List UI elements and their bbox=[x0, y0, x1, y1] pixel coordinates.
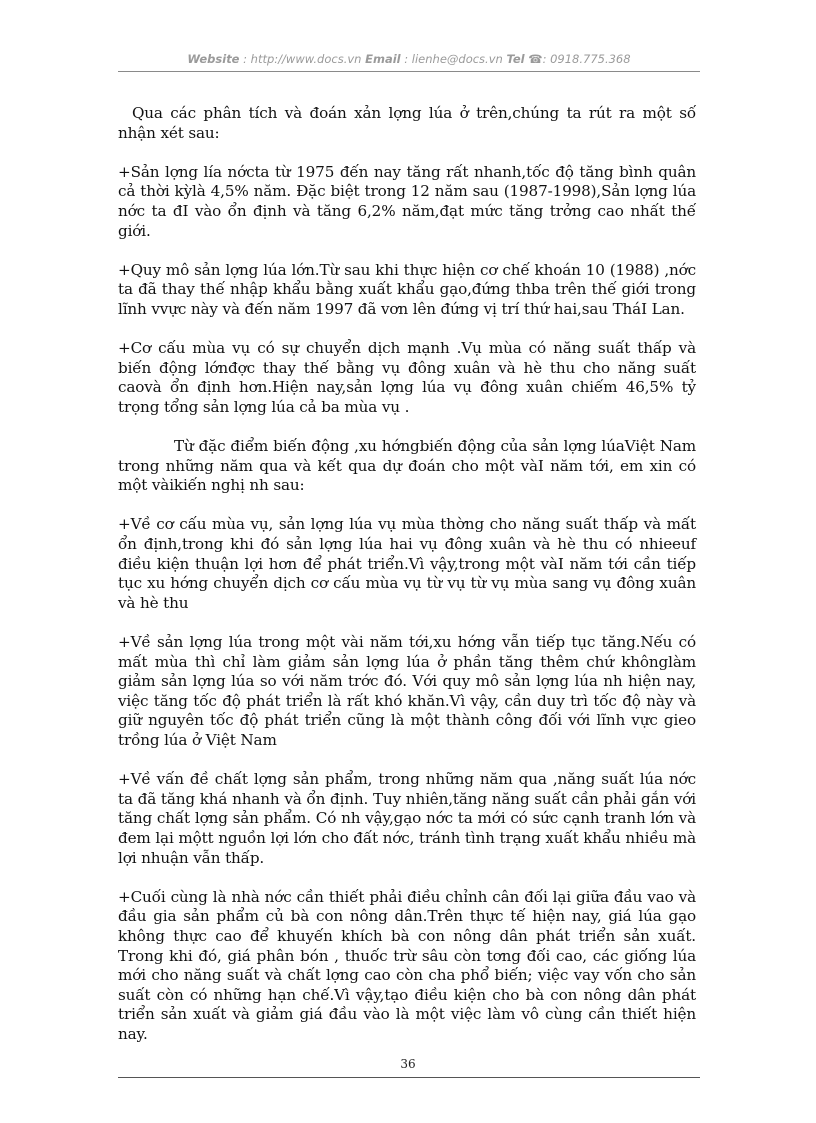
paragraph-observation-1: +Sản lợng lía nớcta từ 1975 đến nay tăng rất nhanh,tốc độ tăng bình quân cả thời kỳlà 4,5% năm. Đặc biệt trong 12 năm sau (1987-1998),Sản lợng lúa nớc ta đI vào ổn định và tăng 6,2% năm,đạt mức tăng trởng cao nhất thế giới. bbox=[118, 162, 696, 240]
header-divider bbox=[118, 71, 700, 72]
email-value: : lienhe@docs.vn bbox=[404, 52, 503, 66]
tel-value: : 0918.775.368 bbox=[542, 52, 631, 66]
page-header bbox=[118, 52, 700, 66]
paragraph-recommendation-2: +Về sản lợng lúa trong một vài năm tới,xu hớng vẫn tiếp tục tăng.Nếu có mất mùa thì chỉ làm giảm sản lợng lúa ở phần tăng thêm chứ khônglàm giảm sản lợng lúa so với năm trớc đó. Với quy mô sản lợng lúa nh hiện nay, việc tăng tốc độ phát triển là rất khó khăn.Vì vậy, cần duy trì tốc độ này và giữ nguyên tốc độ phát triển cũng là một thành công đối với lĩnh vực gieo trồng lúa ở Việt Nam bbox=[118, 633, 696, 749]
email-label: Email bbox=[365, 52, 401, 66]
website-value: : http://www.docs.vn bbox=[243, 52, 362, 66]
paragraph-recommendation-intro: Từ đặc điểm biến động ,xu hớngbiến động của sản lợng lúaViệt Nam trong những năm qua và kết qua dự đoán cho một vàI năm tới, em xin có một vàikiến nghị nh sau: bbox=[118, 437, 696, 495]
paragraph-observation-2: +Quy mô sản lợng lúa lớn.Từ sau khi thực hiện cơ chế khoán 10 (1988) ,nớc ta đã thay thế nhập khẩu bằng xuất khẩu gạo,đứng thba trên thế giới trong lĩnh vvực này và đến năm 1997 đã vơn lên đứng vị trí thứ hai,sau TháI Lan. bbox=[118, 260, 696, 318]
website-label: Website bbox=[187, 52, 240, 66]
page-number: 36 bbox=[400, 1057, 416, 1071]
tel-label: Tel bbox=[506, 52, 525, 66]
paragraph-observation-3: +Cơ cấu mùa vụ có sự chuyển dịch mạnh .Vụ mùa có năng suất thấp và biến động lớnđợc thay thế bằng vụ đông xuân và hè thu cho năng suất caovà ổn định hơn.Hiện nay,sản lợng lúa vụ đông xuân chiếm 46,5% tỷ trọng tổng sản lợng lúa cả ba mùa vụ . bbox=[118, 339, 696, 416]
paragraph-intro: Qua các phân tích và đoán xản lợng lúa ở trên,chúng ta rút ra một số nhận xét sau: bbox=[118, 104, 696, 142]
document-body bbox=[118, 104, 696, 1064]
paragraph-recommendation-4: +Cuối cùng là nhà nớc cần thiết phải điều chỉnh cân đối lại giữa đầu vao và đầu gia sản phẩm củ bà con nông dân.Trên thực tế hiện nay, giá lúa gạo không thực cao để khuyến khích bà con nông dân phát triển sản xuất. Trong khi đó, giá phân bón , thuốc trừ sâu còn tơng đối cao, các giống lúa mới cho năng suất và chất lợng cao còn cha phổ biến; việc vay vốn cho sản suất còn có những hạn chế.Vì vậy,tạo điều kiện cho bà con nông dân phát triển sản xuất và giảm giá đầu vào là một việc làm vô cùng cần thiết hiện nay. bbox=[118, 887, 696, 1043]
paragraph-recommendation-1: +Về cơ cấu mùa vụ, sản lợng lúa vụ mùa thờng cho năng suất thấp và mất ổn định,trong khi đó sản lợng lúa hai vụ đông xuân và hè thu có nhieeuf điều kiện thuận lợi hơn để phát triển.Vì vậy,trong một vàI năm tới cần tiếp tục xu hớng chuyển dịch cơ cấu mùa vụ từ vụ từ vụ mùa sang vụ đông xuân và hè thu bbox=[118, 515, 696, 612]
footer-divider bbox=[118, 1077, 700, 1078]
phone-icon: ☎ bbox=[528, 52, 543, 66]
paragraph-recommendation-3: +Về vấn đề chất lợng sản phẩm, trong những năm qua ,năng suất lúa nớc ta đã tăng khá nhanh và ổn định. Tuy nhiên,tăng năng suất cần phải gắn với tăng chất lợng sản phẩm. Có nh vậy,gạo nớc ta mới có sức cạnh tranh lớn và đem lại mộtt nguồn lợi lớn cho đất nớc, tránh tình trạng xuất khẩu nhiều mà lợi nhuận vẫn thấp. bbox=[118, 770, 696, 867]
